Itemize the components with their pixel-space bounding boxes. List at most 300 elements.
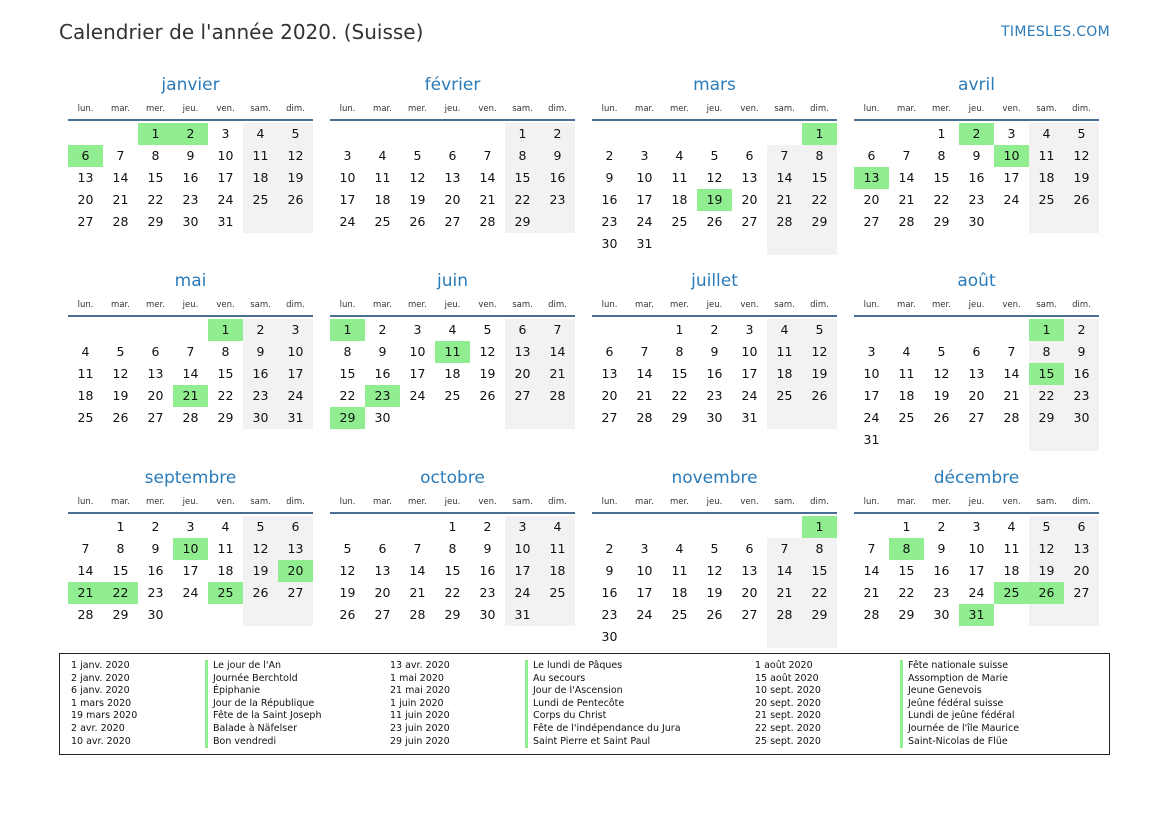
day-cell: 22 xyxy=(671,388,688,403)
day-cell: 14 xyxy=(898,170,915,185)
holiday-date: 1 janv. 2020 xyxy=(71,660,130,671)
holiday-day-cell: 31 xyxy=(959,604,994,626)
day-cell: 6 xyxy=(1064,516,1099,538)
weekday-label: mar. xyxy=(111,104,130,114)
empty-cell xyxy=(959,429,994,451)
empty-cell xyxy=(889,123,924,145)
weekday-header xyxy=(854,102,1099,116)
day-cell: 19 xyxy=(278,167,313,189)
day-cell: 1 xyxy=(675,322,684,337)
day-cell: 4 xyxy=(378,148,387,163)
day-cell: 5 xyxy=(710,148,719,163)
holiday-day-cell: 20 xyxy=(278,560,313,582)
empty-cell xyxy=(68,123,103,145)
day-cell: 26 xyxy=(706,214,723,229)
day-cell: 9 xyxy=(605,170,614,185)
day-cell: 4 xyxy=(540,516,575,538)
day-cell: 28 xyxy=(182,410,199,425)
day-cell: 18 xyxy=(1003,563,1020,578)
day-cell: 29 xyxy=(217,410,234,425)
day-cell: 27 xyxy=(863,214,880,229)
month-name: mars xyxy=(693,75,736,95)
day-cell: 3 xyxy=(640,148,649,163)
day-cell: 30 xyxy=(479,607,496,622)
empty-cell xyxy=(802,407,837,429)
empty-cell xyxy=(662,516,697,538)
holiday-name: Assomption de Marie xyxy=(900,673,1019,686)
empty-cell xyxy=(627,626,662,648)
holiday-name: Journée Berchtold xyxy=(205,673,321,686)
day-cell: 22 xyxy=(505,189,540,211)
month-calendar xyxy=(330,467,575,663)
weekday-label: ven. xyxy=(478,300,497,310)
day-cell: 5 xyxy=(278,123,313,145)
weekday-label: mar. xyxy=(635,104,654,114)
holiday-day-cell: 21 xyxy=(68,582,103,604)
holiday-name: Lundi de jeûne fédéral xyxy=(900,710,1019,723)
day-cell: 22 xyxy=(339,388,356,403)
holiday-name: Fête de l'indépendance du Jura xyxy=(525,723,681,736)
weekday-header xyxy=(592,495,837,509)
month-calendar xyxy=(330,270,575,467)
header-rule xyxy=(854,315,1099,317)
day-cell: 17 xyxy=(182,563,199,578)
day-cell: 1 xyxy=(902,519,911,534)
day-cell: 3 xyxy=(867,344,876,359)
day-cell: 22 xyxy=(217,388,234,403)
day-cell: 8 xyxy=(937,148,946,163)
day-cell: 16 xyxy=(968,170,985,185)
day-cell: 30 xyxy=(374,410,391,425)
day-cell: 27 xyxy=(968,410,985,425)
empty-cell xyxy=(540,604,575,626)
day-cell: 1 xyxy=(937,126,946,141)
day-cell: 9 xyxy=(937,541,946,556)
day-cell: 26 xyxy=(278,189,313,211)
day-cell: 4 xyxy=(675,148,684,163)
day-cell: 8 xyxy=(221,344,230,359)
day-cell: 20 xyxy=(444,192,461,207)
day-cell: 23 xyxy=(479,585,496,600)
holiday-date-column xyxy=(390,660,450,748)
day-cell: 22 xyxy=(933,192,950,207)
holiday-name: Le lundi de Pâques xyxy=(525,660,681,673)
empty-cell xyxy=(994,319,1029,341)
weekday-label: ven. xyxy=(216,104,235,114)
empty-cell xyxy=(767,516,802,538)
empty-cell xyxy=(889,319,924,341)
empty-cell xyxy=(592,516,627,538)
empty-cell xyxy=(994,211,1029,233)
day-cell: 4 xyxy=(221,519,230,534)
holiday-day-cell: 2 xyxy=(173,123,208,145)
day-cell: 28 xyxy=(409,607,426,622)
header-rule xyxy=(68,119,313,121)
weekday-label: mar. xyxy=(373,497,392,507)
day-cell: 10 xyxy=(968,541,985,556)
day-cell: 13 xyxy=(601,366,618,381)
month-name: décembre xyxy=(933,468,1020,488)
weekday-label: mer. xyxy=(408,497,427,507)
day-cell: 7 xyxy=(540,319,575,341)
weekday-label: sam. xyxy=(774,497,795,507)
day-cell: 2 xyxy=(151,519,160,534)
holiday-day-cell: 22 xyxy=(103,582,138,604)
day-cell: 3 xyxy=(972,519,981,534)
day-cell: 11 xyxy=(1003,541,1020,556)
day-cell: 4 xyxy=(902,344,911,359)
empty-cell xyxy=(662,233,697,255)
day-cell: 24 xyxy=(636,214,653,229)
day-cell: 15 xyxy=(444,563,461,578)
day-grid xyxy=(854,319,1099,451)
day-cell: 3 xyxy=(1007,126,1016,141)
day-cell: 9 xyxy=(540,145,575,167)
day-cell: 3 xyxy=(343,148,352,163)
weekday-label: sam. xyxy=(512,497,533,507)
day-cell: 5 xyxy=(937,344,946,359)
day-cell: 24 xyxy=(409,388,426,403)
holiday-name: Le jour de l'An xyxy=(205,660,321,673)
holiday-date: 10 avr. 2020 xyxy=(71,735,131,747)
day-cell: 25 xyxy=(671,214,688,229)
day-cell: 26 xyxy=(339,607,356,622)
day-cell: 27 xyxy=(444,214,461,229)
day-cell: 23 xyxy=(182,192,199,207)
empty-cell xyxy=(68,516,103,538)
weekday-label: dim. xyxy=(810,104,829,114)
day-cell: 22 xyxy=(444,585,461,600)
holiday-name: Jeune Genevois xyxy=(900,685,1019,698)
month-name: mai xyxy=(174,271,207,291)
empty-cell xyxy=(365,516,400,538)
day-cell: 7 xyxy=(867,541,876,556)
day-cell: 31 xyxy=(217,214,234,229)
empty-cell xyxy=(802,626,837,648)
day-cell: 26 xyxy=(112,410,129,425)
day-cell: 17 xyxy=(505,560,540,582)
day-cell: 21 xyxy=(479,192,496,207)
day-cell: 19 xyxy=(706,585,723,600)
day-cell: 15 xyxy=(898,563,915,578)
month-calendar xyxy=(854,270,1099,467)
day-cell: 4 xyxy=(767,319,802,341)
day-cell: 5 xyxy=(1064,123,1099,145)
day-cell: 16 xyxy=(243,363,278,385)
day-cell: 23 xyxy=(540,189,575,211)
day-cell: 12 xyxy=(1029,538,1064,560)
day-cell: 19 xyxy=(409,192,426,207)
day-cell: 11 xyxy=(540,538,575,560)
empty-cell xyxy=(1029,429,1064,451)
day-cell: 3 xyxy=(745,322,754,337)
day-cell: 14 xyxy=(479,170,496,185)
header-rule xyxy=(330,119,575,121)
day-cell: 19 xyxy=(1029,560,1064,582)
day-cell: 8 xyxy=(675,344,684,359)
day-cell: 31 xyxy=(505,604,540,626)
day-grid xyxy=(592,516,837,648)
day-cell: 4 xyxy=(243,123,278,145)
holiday-date: 25 sept. 2020 xyxy=(755,735,821,747)
day-cell: 11 xyxy=(898,366,915,381)
day-cell: 11 xyxy=(1029,145,1064,167)
holiday-date: 23 juin 2020 xyxy=(390,722,450,734)
holiday-day-cell: 19 xyxy=(697,189,732,211)
day-cell: 22 xyxy=(898,585,915,600)
holiday-name: Fête de la Saint Joseph xyxy=(205,710,321,723)
weekday-label: jeu. xyxy=(968,104,985,114)
day-cell: 21 xyxy=(540,363,575,385)
empty-cell xyxy=(435,123,470,145)
empty-cell xyxy=(278,211,313,233)
day-cell: 14 xyxy=(77,563,94,578)
day-grid xyxy=(330,123,575,233)
weekday-label: jeu. xyxy=(182,497,199,507)
holiday-date: 2 avr. 2020 xyxy=(71,722,125,734)
day-cell: 23 xyxy=(243,385,278,407)
day-cell: 30 xyxy=(933,607,950,622)
empty-cell xyxy=(732,626,767,648)
empty-cell xyxy=(697,626,732,648)
empty-cell xyxy=(138,319,173,341)
day-cell: 7 xyxy=(81,541,90,556)
weekday-label: jeu. xyxy=(706,497,723,507)
header-rule xyxy=(68,315,313,317)
empty-cell xyxy=(924,319,959,341)
empty-cell xyxy=(1029,604,1064,626)
day-cell: 17 xyxy=(968,563,985,578)
month-name: juin xyxy=(437,271,468,291)
weekday-label: dim. xyxy=(286,497,305,507)
day-cell: 27 xyxy=(741,607,758,622)
holiday-date-column xyxy=(755,660,821,748)
weekday-label: dim. xyxy=(548,300,567,310)
header-rule xyxy=(330,315,575,317)
day-cell: 3 xyxy=(413,322,422,337)
day-cell: 12 xyxy=(706,563,723,578)
holiday-date: 21 mai 2020 xyxy=(390,685,451,697)
day-cell: 2 xyxy=(937,519,946,534)
empty-cell xyxy=(540,407,575,429)
day-cell: 9 xyxy=(186,148,195,163)
day-grid xyxy=(68,123,313,233)
day-cell: 7 xyxy=(186,344,195,359)
day-cell: 2 xyxy=(483,519,492,534)
day-cell: 20 xyxy=(968,388,985,403)
day-cell: 30 xyxy=(601,629,618,644)
weekday-label: mer. xyxy=(408,104,427,114)
day-cell: 16 xyxy=(1064,363,1099,385)
day-grid xyxy=(854,516,1099,626)
holiday-day-cell: 1 xyxy=(802,123,837,145)
day-cell: 11 xyxy=(77,366,94,381)
empty-cell xyxy=(767,407,802,429)
weekday-label: ven. xyxy=(740,300,759,310)
day-cell: 19 xyxy=(479,366,496,381)
day-cell: 24 xyxy=(339,214,356,229)
header-rule xyxy=(854,119,1099,121)
weekday-label: sam. xyxy=(774,104,795,114)
day-cell: 17 xyxy=(741,366,758,381)
day-cell: 25 xyxy=(243,189,278,211)
weekday-label: mar. xyxy=(897,104,916,114)
day-cell: 14 xyxy=(540,341,575,363)
day-cell: 16 xyxy=(479,563,496,578)
day-cell: 21 xyxy=(636,388,653,403)
day-cell: 21 xyxy=(767,582,802,604)
day-cell: 16 xyxy=(374,366,391,381)
day-cell: 31 xyxy=(636,236,653,251)
day-cell: 21 xyxy=(863,585,880,600)
holiday-name: Jour de la République xyxy=(205,698,321,711)
weekday-label: lun. xyxy=(863,300,880,310)
weekday-header xyxy=(68,495,313,509)
day-cell: 27 xyxy=(601,410,618,425)
empty-cell xyxy=(68,319,103,341)
holiday-date: 19 mars 2020 xyxy=(71,710,138,722)
day-cell: 19 xyxy=(1064,167,1099,189)
day-grid xyxy=(68,319,313,429)
day-cell: 25 xyxy=(898,410,915,425)
day-cell: 18 xyxy=(767,363,802,385)
empty-cell xyxy=(662,123,697,145)
day-cell: 29 xyxy=(898,607,915,622)
day-cell: 19 xyxy=(243,560,278,582)
day-cell: 14 xyxy=(182,366,199,381)
day-cell: 23 xyxy=(968,192,985,207)
day-cell: 14 xyxy=(112,170,129,185)
weekday-label: ven. xyxy=(216,300,235,310)
day-cell: 21 xyxy=(1003,388,1020,403)
day-cell: 10 xyxy=(339,170,356,185)
weekday-label: mar. xyxy=(111,497,130,507)
day-cell: 23 xyxy=(1064,385,1099,407)
day-cell: 23 xyxy=(601,214,618,229)
weekday-label: sam. xyxy=(1036,104,1057,114)
weekday-label: sam. xyxy=(512,300,533,310)
day-cell: 12 xyxy=(802,341,837,363)
weekday-label: jeu. xyxy=(444,300,461,310)
weekday-header xyxy=(592,298,837,312)
holiday-name-column xyxy=(205,660,321,748)
day-cell: 6 xyxy=(505,319,540,341)
holiday-date: 29 juin 2020 xyxy=(390,735,450,747)
day-cell: 24 xyxy=(636,607,653,622)
holiday-day-cell: 1 xyxy=(802,516,837,538)
day-cell: 13 xyxy=(505,341,540,363)
month-name: février xyxy=(424,75,481,95)
empty-cell xyxy=(330,516,365,538)
day-cell: 27 xyxy=(1064,582,1099,604)
day-cell: 24 xyxy=(863,410,880,425)
day-cell: 14 xyxy=(767,167,802,189)
day-cell: 23 xyxy=(706,388,723,403)
day-cell: 22 xyxy=(147,192,164,207)
day-cell: 29 xyxy=(802,211,837,233)
header-rule xyxy=(330,512,575,514)
day-cell: 8 xyxy=(343,344,352,359)
empty-cell xyxy=(889,429,924,451)
empty-cell xyxy=(767,626,802,648)
holiday-day-cell: 10 xyxy=(994,145,1029,167)
day-cell: 28 xyxy=(863,607,880,622)
empty-cell xyxy=(802,233,837,255)
day-cell: 27 xyxy=(77,214,94,229)
month-calendar xyxy=(592,467,837,663)
day-cell: 5 xyxy=(802,319,837,341)
day-cell: 26 xyxy=(409,214,426,229)
weekday-label: sam. xyxy=(774,300,795,310)
header-rule xyxy=(592,512,837,514)
day-cell: 17 xyxy=(863,388,880,403)
day-cell: 6 xyxy=(867,148,876,163)
weekday-label: mer. xyxy=(670,104,689,114)
day-cell: 7 xyxy=(413,541,422,556)
empty-cell xyxy=(505,407,540,429)
day-cell: 21 xyxy=(898,192,915,207)
weekday-label: lun. xyxy=(339,300,356,310)
empty-cell xyxy=(697,516,732,538)
day-cell: 20 xyxy=(863,192,880,207)
day-cell: 16 xyxy=(182,170,199,185)
day-cell: 16 xyxy=(540,167,575,189)
day-cell: 5 xyxy=(710,541,719,556)
weekday-label: dim. xyxy=(548,497,567,507)
empty-cell xyxy=(1064,429,1099,451)
weekday-label: jeu. xyxy=(444,497,461,507)
day-cell: 30 xyxy=(1064,407,1099,429)
empty-cell xyxy=(732,516,767,538)
day-cell: 17 xyxy=(636,585,653,600)
day-cell: 23 xyxy=(147,585,164,600)
weekday-label: ven. xyxy=(1002,497,1021,507)
day-grid xyxy=(592,123,837,255)
day-cell: 10 xyxy=(409,344,426,359)
weekday-label: mar. xyxy=(897,300,916,310)
holiday-day-cell: 1 xyxy=(330,319,365,341)
day-cell: 26 xyxy=(933,410,950,425)
weekday-label: ven. xyxy=(478,497,497,507)
day-cell: 16 xyxy=(601,192,618,207)
day-cell: 12 xyxy=(278,145,313,167)
day-cell: 6 xyxy=(745,541,754,556)
months-grid xyxy=(68,74,1101,663)
day-cell: 10 xyxy=(636,170,653,185)
weekday-label: lun. xyxy=(601,104,618,114)
weekday-label: lun. xyxy=(339,104,356,114)
day-cell: 15 xyxy=(339,366,356,381)
day-cell: 29 xyxy=(802,604,837,626)
weekday-label: ven. xyxy=(478,104,497,114)
day-cell: 3 xyxy=(640,541,649,556)
day-cell: 4 xyxy=(448,322,457,337)
day-cell: 26 xyxy=(243,582,278,604)
holiday-name: Saint-Nicolas de Flüe xyxy=(900,736,1019,749)
day-cell: 6 xyxy=(151,344,160,359)
day-cell: 28 xyxy=(767,604,802,626)
header-rule xyxy=(592,119,837,121)
day-cell: 24 xyxy=(278,385,313,407)
holiday-day-cell: 2 xyxy=(959,123,994,145)
weekday-label: dim. xyxy=(810,300,829,310)
holiday-day-cell: 21 xyxy=(173,385,208,407)
month-name: janvier xyxy=(161,75,220,95)
day-cell: 18 xyxy=(217,563,234,578)
empty-cell xyxy=(627,516,662,538)
weekday-label: ven. xyxy=(1002,104,1021,114)
day-cell: 3 xyxy=(278,319,313,341)
